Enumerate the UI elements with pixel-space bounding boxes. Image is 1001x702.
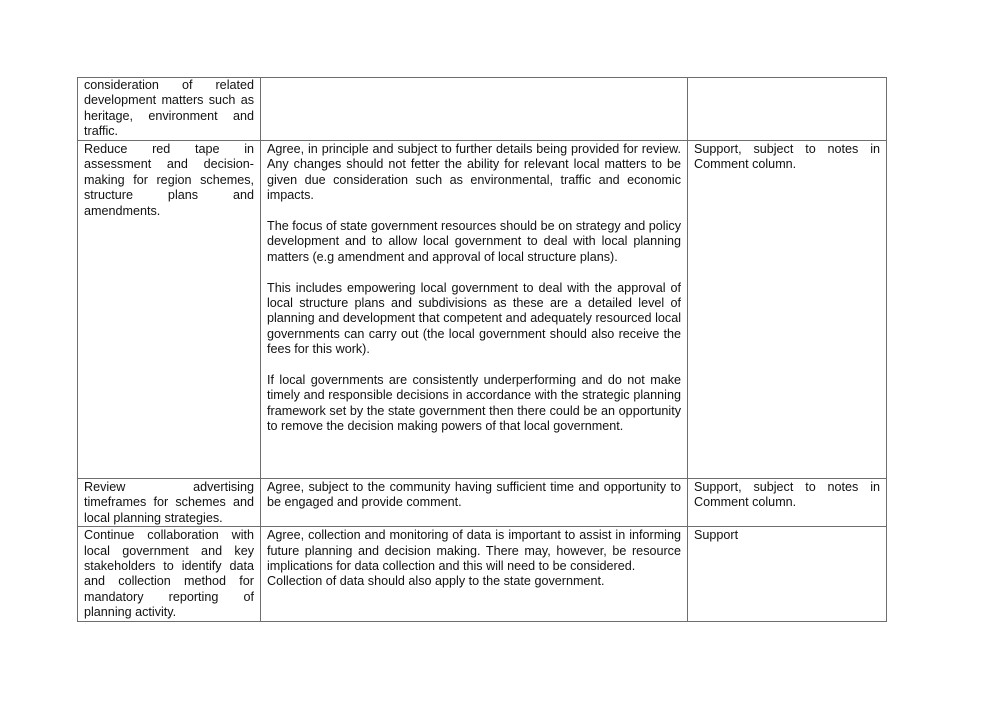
position-cell bbox=[688, 78, 887, 141]
table-row bbox=[78, 527, 887, 621]
comment-paragraph: This includes empowering local government to deal with the approval of local structure plans and subdivisions as these are a detailed level of planning and development that competent and adequately resourced local governments can carry out (the local government should also receive the fees for this work). bbox=[267, 280, 681, 357]
item-text: Continue collaboration with local government and key stakeholders to identify data and collection method for mandatory reporting of planning activity. bbox=[84, 528, 254, 620]
comment-cell bbox=[261, 479, 688, 527]
item-text: consideration of related development matters such as heritage, environment and traffic. bbox=[84, 78, 254, 139]
comment-paragraph: Agree, in principle and subject to further details being provided for review. Any changes should not fetter the ability for relevant local matters to be given due consideration such as environmental, traffic and economic impacts. bbox=[267, 142, 681, 203]
comment-cell bbox=[261, 527, 688, 621]
item-text: Reduce red tape in assessment and decision-making for region schemes, structure plans and amendments. bbox=[84, 142, 254, 218]
table-row bbox=[78, 479, 887, 527]
item-cell bbox=[78, 527, 261, 621]
item-cell bbox=[78, 78, 261, 141]
position-cell bbox=[688, 479, 887, 527]
submission-table bbox=[77, 77, 887, 622]
position-text: Support, subject to notes in Comment column. bbox=[694, 142, 880, 172]
comment-paragraph: Agree, collection and monitoring of data is important to assist in informing future planning and decision making. There may, however, be resource implications for data collection and this will need to be considered. bbox=[267, 528, 681, 574]
position-text: Support bbox=[694, 528, 739, 543]
comment-cell bbox=[261, 141, 688, 479]
position-cell bbox=[688, 141, 887, 479]
position-text: Support, subject to notes in Comment column. bbox=[694, 480, 880, 510]
comment-paragraph: Agree, subject to the community having sufficient time and opportunity to be engaged and provide comment. bbox=[267, 480, 681, 510]
table-row bbox=[78, 141, 887, 479]
comment-paragraph: If local governments are consistently underperforming and do not make timely and responsible decisions in accordance with the strategic planning framework set by the state government then there could be an opportunity to remove the decision making powers of that local government. bbox=[267, 373, 681, 434]
comment-paragraph: The focus of state government resources should be on strategy and policy development and to allow local government to deal with local planning matters (e.g amendment and approval of local structure plans). bbox=[267, 219, 681, 264]
position-cell bbox=[688, 527, 887, 621]
item-cell bbox=[78, 141, 261, 479]
comment-paragraph: Collection of data should also apply to the state government. bbox=[267, 574, 605, 589]
comment-cell bbox=[261, 78, 688, 141]
table-row bbox=[78, 78, 887, 141]
item-text: Review advertising timeframes for schemes and local planning strategies. bbox=[84, 480, 254, 525]
item-cell bbox=[78, 479, 261, 527]
